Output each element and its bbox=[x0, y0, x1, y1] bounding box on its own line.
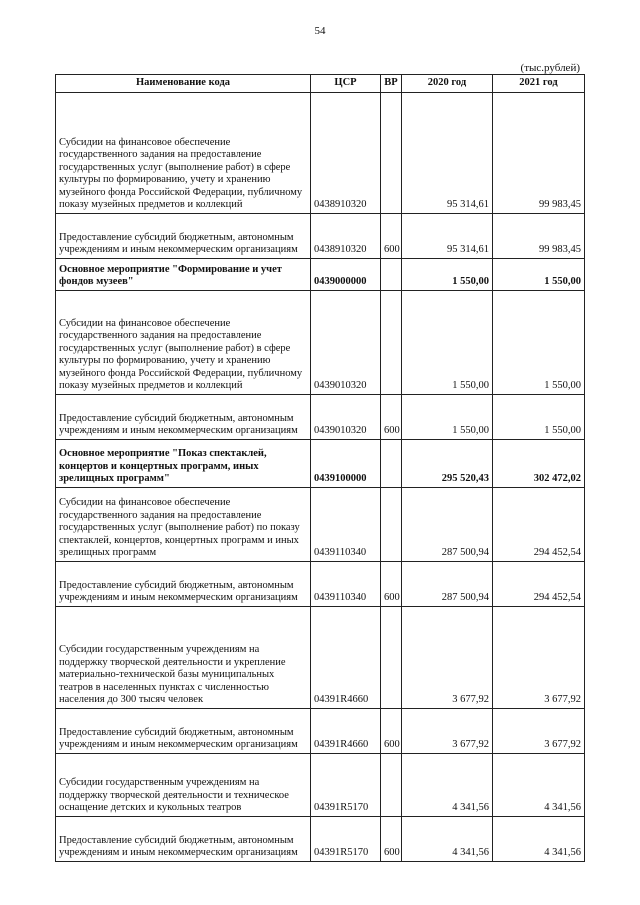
row-2021: 4 341,56 bbox=[493, 753, 585, 816]
row-csr: 04391R5170 bbox=[311, 816, 381, 861]
row-name: Предоставление субсидий бюджетным, автономным учреждениям и иным некоммерческим организациям bbox=[56, 816, 311, 861]
row-2021: 4 341,56 bbox=[493, 816, 585, 861]
row-csr: 0439010320 bbox=[311, 290, 381, 394]
row-2020: 4 341,56 bbox=[402, 753, 493, 816]
row-2020: 1 550,00 bbox=[402, 258, 493, 290]
row-csr: 0439110340 bbox=[311, 561, 381, 606]
table-row bbox=[56, 258, 585, 290]
table-row bbox=[56, 92, 585, 213]
row-2021: 3 677,92 bbox=[493, 606, 585, 708]
row-vr bbox=[381, 92, 402, 213]
header-name: Наименование кода bbox=[56, 75, 311, 93]
row-csr: 0439100000 bbox=[311, 439, 381, 487]
row-2020: 1 550,00 bbox=[402, 290, 493, 394]
table-row bbox=[56, 213, 585, 258]
row-name: Предоставление субсидий бюджетным, автономным учреждениям и иным некоммерческим организациям bbox=[56, 561, 311, 606]
header-2020: 2020 год bbox=[402, 75, 493, 93]
table-row bbox=[56, 487, 585, 561]
row-vr bbox=[381, 290, 402, 394]
row-2020: 287 500,94 bbox=[402, 561, 493, 606]
table-row bbox=[56, 708, 585, 753]
row-2021: 99 983,45 bbox=[493, 92, 585, 213]
table-row bbox=[56, 606, 585, 708]
header-2021: 2021 год bbox=[493, 75, 585, 93]
row-vr: 600 bbox=[381, 816, 402, 861]
row-name: Предоставление субсидий бюджетным, автономным учреждениям и иным некоммерческим организациям bbox=[56, 394, 311, 439]
row-name: Субсидии на финансовое обеспечение государственного задания на предоставление государственных услуг (выполнение работ) в сфере культуры по формированию, учету и хранению музейного фонда Российской Федерации, публичному показу музейных предметов и коллекций bbox=[56, 290, 311, 394]
row-vr bbox=[381, 487, 402, 561]
table-row bbox=[56, 561, 585, 606]
header-vr: ВР bbox=[381, 75, 402, 93]
row-vr: 600 bbox=[381, 708, 402, 753]
row-2020: 4 341,56 bbox=[402, 816, 493, 861]
row-2020: 295 520,43 bbox=[402, 439, 493, 487]
row-csr: 0439010320 bbox=[311, 394, 381, 439]
row-2020: 3 677,92 bbox=[402, 606, 493, 708]
table-row bbox=[56, 290, 585, 394]
row-name: Субсидии на финансовое обеспечение государственного задания на предоставление государственных услуг (выполнение работ) по показу спектаклей, концертов, концертных программ и иных зрелищных программ bbox=[56, 487, 311, 561]
row-2021: 1 550,00 bbox=[493, 258, 585, 290]
row-name: Субсидии государственным учреждениям на поддержку творческой деятельности и укрепление материально-технической базы муниципальных театров в населенных пунктах с численностью населения до 300 тысяч человек bbox=[56, 606, 311, 708]
row-vr: 600 bbox=[381, 394, 402, 439]
units-label: (тыс.рублей) bbox=[520, 62, 580, 74]
row-2020: 95 314,61 bbox=[402, 213, 493, 258]
row-2020: 3 677,92 bbox=[402, 708, 493, 753]
row-csr: 0439110340 bbox=[311, 487, 381, 561]
row-2021: 294 452,54 bbox=[493, 487, 585, 561]
row-csr: 0438910320 bbox=[311, 213, 381, 258]
row-name: Субсидии на финансовое обеспечение государственного задания на предоставление государственных услуг (выполнение работ) в сфере культуры по формированию, учету и хранению музейного фонда Российской Федерации, публичному показу музейных предметов и коллекций bbox=[56, 92, 311, 213]
row-2021: 1 550,00 bbox=[493, 290, 585, 394]
page-number: 54 bbox=[314, 25, 326, 37]
row-2021: 294 452,54 bbox=[493, 561, 585, 606]
budget-table bbox=[55, 74, 585, 862]
row-name: Предоставление субсидий бюджетным, автономным учреждениям и иным некоммерческим организациям bbox=[56, 213, 311, 258]
row-2021: 99 983,45 bbox=[493, 213, 585, 258]
row-vr: 600 bbox=[381, 213, 402, 258]
table-row bbox=[56, 394, 585, 439]
table-row bbox=[56, 753, 585, 816]
row-name: Предоставление субсидий бюджетным, автономным учреждениям и иным некоммерческим организациям bbox=[56, 708, 311, 753]
row-csr: 04391R4660 bbox=[311, 708, 381, 753]
row-2020: 287 500,94 bbox=[402, 487, 493, 561]
table-row bbox=[56, 439, 585, 487]
header-csr: ЦСР bbox=[311, 75, 381, 93]
row-csr: 04391R5170 bbox=[311, 753, 381, 816]
row-name: Основное мероприятие "Показ спектаклей, концертов и концертных программ, иных зрелищных программ" bbox=[56, 439, 311, 487]
row-2021: 302 472,02 bbox=[493, 439, 585, 487]
table-row bbox=[56, 816, 585, 861]
row-vr: 600 bbox=[381, 561, 402, 606]
row-vr bbox=[381, 258, 402, 290]
row-2020: 1 550,00 bbox=[402, 394, 493, 439]
row-name: Субсидии государственным учреждениям на поддержку творческой деятельности и техническое оснащение детских и кукольных театров bbox=[56, 753, 311, 816]
header-row bbox=[56, 75, 585, 93]
row-2021: 1 550,00 bbox=[493, 394, 585, 439]
row-csr: 0439000000 bbox=[311, 258, 381, 290]
row-csr: 0438910320 bbox=[311, 92, 381, 213]
row-csr: 04391R4660 bbox=[311, 606, 381, 708]
row-2021: 3 677,92 bbox=[493, 708, 585, 753]
row-name: Основное мероприятие "Формирование и учет фондов музеев" bbox=[56, 258, 311, 290]
row-vr bbox=[381, 606, 402, 708]
row-vr bbox=[381, 753, 402, 816]
row-vr bbox=[381, 439, 402, 487]
row-2020: 95 314,61 bbox=[402, 92, 493, 213]
